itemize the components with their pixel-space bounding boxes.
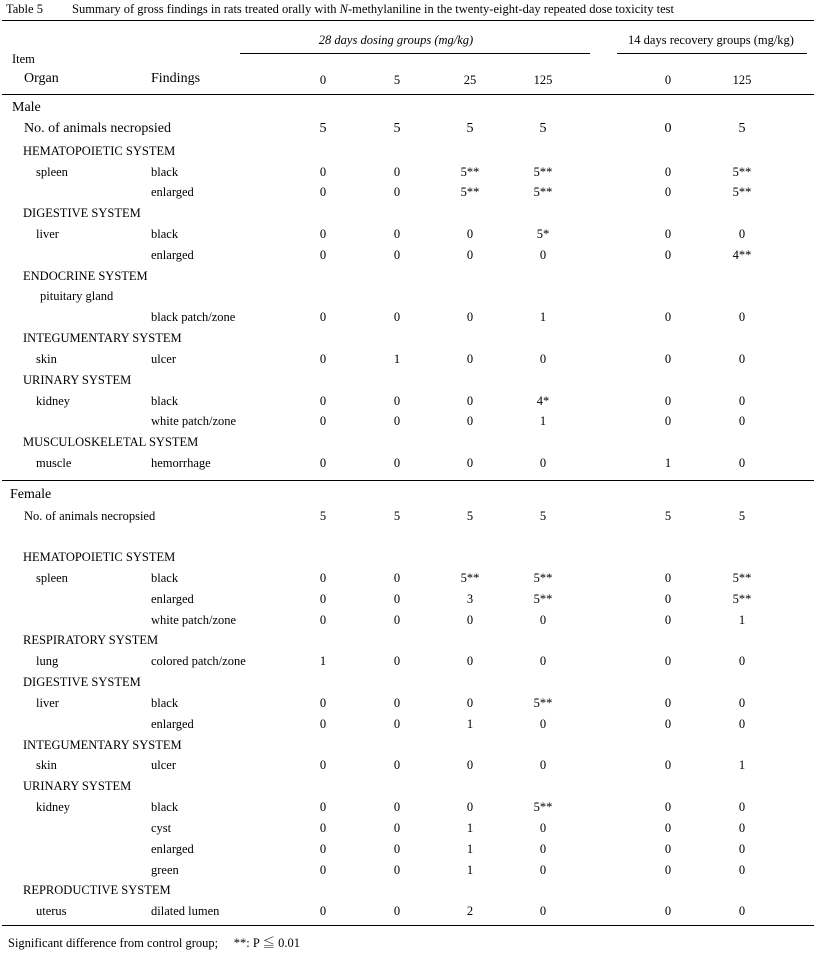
- male-cell: 0: [664, 414, 672, 428]
- caption-title-post: -methylaniline in the twenty-eight-day repeated dose toxicity test: [348, 2, 674, 16]
- male-finding-label: black: [151, 394, 179, 408]
- male-cell: 1: [539, 310, 547, 324]
- male-cell: 0: [393, 248, 401, 262]
- male-cell: 0: [466, 352, 474, 366]
- male-cell: 0: [393, 185, 401, 199]
- female-cell: 0: [393, 654, 401, 668]
- male-cell: 0: [664, 394, 672, 408]
- top-rule: [2, 20, 814, 21]
- male-finding-label: black: [151, 165, 179, 179]
- male-cell: 0: [466, 248, 474, 262]
- male-finding-label: ulcer: [151, 352, 176, 366]
- female-cell: 0: [664, 904, 672, 918]
- male-cell: 5**: [533, 165, 553, 179]
- female-cell: 0: [393, 800, 401, 814]
- female-system-heading: DIGESTIVE SYSTEM: [23, 675, 141, 689]
- findings-header: Findings: [151, 71, 201, 86]
- male-cell: 0: [664, 352, 672, 366]
- female-cell: 0: [664, 654, 672, 668]
- female-cell: 0: [319, 842, 327, 856]
- male-cell: 5**: [732, 185, 752, 199]
- male-cell: 4**: [732, 248, 752, 262]
- bottom-rule: [2, 925, 814, 926]
- male-cell: 0: [664, 227, 672, 241]
- male-cell: 0: [539, 456, 547, 470]
- female-cell: 0: [319, 863, 327, 877]
- female-cell: 0: [664, 758, 672, 772]
- female-cell: 0: [319, 696, 327, 710]
- male-cell: 0: [393, 456, 401, 470]
- male-cell: 5**: [460, 185, 480, 199]
- male-label: Male: [12, 100, 41, 115]
- female-cell: 0: [539, 904, 547, 918]
- female-cell: 0: [466, 800, 474, 814]
- male-necropsied-value: 5: [738, 121, 746, 136]
- female-cell: 0: [393, 758, 401, 772]
- male-system-heading: HEMATOPOIETIC SYSTEM: [23, 144, 176, 158]
- male-cell: 0: [664, 310, 672, 324]
- dose-header-5: 125: [732, 73, 752, 87]
- recovery-group-header: 14 days recovery groups (mg/kg): [628, 33, 794, 47]
- female-cell: 0: [738, 696, 746, 710]
- female-necropsied-value: 5: [738, 509, 746, 523]
- male-cell: 0: [466, 414, 474, 428]
- female-cell: 0: [664, 842, 672, 856]
- male-finding-label: white patch/zone: [151, 414, 237, 428]
- female-cell: 0: [393, 904, 401, 918]
- header-bottom-rule: [2, 94, 814, 95]
- item-header: Item: [12, 52, 35, 66]
- male-cell: 0: [539, 248, 547, 262]
- female-cell: 0: [319, 800, 327, 814]
- female-cell: 5**: [533, 696, 553, 710]
- dose-header-3: 125: [533, 73, 553, 87]
- male-cell: 0: [393, 394, 401, 408]
- dosing-group-header: 28 days dosing groups (mg/kg): [318, 33, 474, 47]
- male-cell: 0: [664, 185, 672, 199]
- female-cell: 0: [393, 717, 401, 731]
- male-organ-label: muscle: [36, 456, 72, 470]
- male-cell: 0: [319, 456, 327, 470]
- female-cell: 0: [738, 654, 746, 668]
- male-cell: 0: [738, 352, 746, 366]
- female-cell: 0: [393, 696, 401, 710]
- female-finding-label: black: [151, 571, 179, 585]
- male-cell: 0: [738, 456, 746, 470]
- table-number: Table 5: [6, 2, 43, 16]
- male-cell: 1: [664, 456, 672, 470]
- female-cell: 0: [664, 717, 672, 731]
- dose-header-1: 5: [393, 73, 401, 87]
- female-necropsied-value: 5: [664, 509, 672, 523]
- female-system-heading: RESPIRATORY SYSTEM: [23, 633, 159, 647]
- male-organ-label: pituitary gland: [40, 289, 114, 303]
- female-finding-label: colored patch/zone: [151, 654, 246, 668]
- female-label: Female: [10, 487, 52, 502]
- caption-title-pre: Summary of gross findings in rats treated orally with: [72, 2, 340, 16]
- female-cell: 0: [466, 758, 474, 772]
- female-cell: 0: [319, 717, 327, 731]
- female-cell: 0: [539, 758, 547, 772]
- female-cell: 0: [319, 821, 327, 835]
- female-cell: 5**: [732, 592, 752, 606]
- male-cell: 0: [393, 414, 401, 428]
- male-cell: 0: [319, 248, 327, 262]
- male-cell: 0: [393, 227, 401, 241]
- male-cell: 1: [539, 414, 547, 428]
- sex-divider-rule: [2, 480, 814, 481]
- male-necropsied-label: No. of animals necropsied: [24, 121, 171, 136]
- male-organ-label: skin: [36, 352, 57, 366]
- male-cell: 0: [319, 165, 327, 179]
- male-cell: 0: [319, 185, 327, 199]
- female-necropsied-value: 5: [466, 509, 474, 523]
- male-cell: 0: [738, 394, 746, 408]
- female-necropsied-label: No. of animals necropsied: [24, 509, 156, 523]
- female-cell: 0: [738, 863, 746, 877]
- female-cell: 2: [466, 904, 474, 918]
- female-cell: 0: [466, 613, 474, 627]
- female-cell: 0: [664, 821, 672, 835]
- male-finding-label: enlarged: [151, 248, 194, 262]
- female-system-heading: URINARY SYSTEM: [23, 779, 132, 793]
- male-system-heading: URINARY SYSTEM: [23, 373, 132, 387]
- female-cell: 0: [319, 592, 327, 606]
- male-cell: 0: [664, 248, 672, 262]
- female-finding-label: ulcer: [151, 758, 176, 772]
- male-finding-label: hemorrhage: [151, 456, 211, 470]
- male-cell: 0: [738, 414, 746, 428]
- male-cell: 0: [319, 310, 327, 324]
- male-finding-label: black patch/zone: [151, 310, 236, 324]
- male-necropsied-value: 5: [319, 121, 327, 136]
- female-cell: 0: [664, 571, 672, 585]
- female-organ-label: lung: [36, 654, 59, 668]
- female-finding-label: enlarged: [151, 592, 194, 606]
- female-cell: 5**: [533, 592, 553, 606]
- male-necropsied-value: 0: [664, 121, 672, 136]
- female-cell: 0: [393, 842, 401, 856]
- female-finding-label: dilated lumen: [151, 904, 220, 918]
- male-cell: 0: [393, 165, 401, 179]
- female-cell: 1: [738, 613, 746, 627]
- female-cell: 0: [466, 696, 474, 710]
- male-cell: 5**: [732, 165, 752, 179]
- female-cell: 0: [539, 654, 547, 668]
- male-organ-label: spleen: [36, 165, 68, 179]
- footnote: Significant difference from control group; **: P ≦ 0.01: [8, 936, 300, 950]
- female-cell: 5**: [460, 571, 480, 585]
- recovery-group-rule: [617, 53, 807, 54]
- female-finding-label: black: [151, 696, 179, 710]
- female-cell: 0: [738, 717, 746, 731]
- male-cell: 0: [393, 310, 401, 324]
- female-cell: 0: [664, 800, 672, 814]
- female-cell: 0: [738, 904, 746, 918]
- dosing-group-rule: [240, 53, 590, 54]
- male-necropsied-value: 5: [539, 121, 547, 136]
- female-cell: 3: [466, 592, 474, 606]
- caption-title-italic: N: [339, 2, 349, 16]
- female-cell: 1: [466, 821, 474, 835]
- female-cell: 0: [664, 696, 672, 710]
- female-cell: 5**: [533, 571, 553, 585]
- female-cell: 1: [466, 863, 474, 877]
- female-cell: 0: [664, 613, 672, 627]
- female-system-heading: HEMATOPOIETIC SYSTEM: [23, 550, 176, 564]
- female-system-heading: INTEGUMENTARY SYSTEM: [23, 738, 182, 752]
- female-cell: 1: [738, 758, 746, 772]
- female-cell: 1: [466, 717, 474, 731]
- male-cell: 5*: [536, 227, 550, 241]
- dose-header-4: 0: [664, 73, 672, 87]
- female-cell: 0: [738, 821, 746, 835]
- male-cell: 0: [466, 394, 474, 408]
- female-cell: 0: [393, 821, 401, 835]
- female-cell: 0: [664, 863, 672, 877]
- dose-header-0: 0: [319, 73, 327, 87]
- male-organ-label: kidney: [36, 394, 71, 408]
- female-cell: 0: [738, 800, 746, 814]
- female-cell: 1: [319, 654, 327, 668]
- female-necropsied-value: 5: [393, 509, 401, 523]
- male-cell: 0: [738, 227, 746, 241]
- female-organ-label: uterus: [36, 904, 67, 918]
- female-cell: 0: [319, 571, 327, 585]
- male-system-heading: INTEGUMENTARY SYSTEM: [23, 331, 182, 345]
- male-system-heading: ENDOCRINE SYSTEM: [23, 269, 148, 283]
- female-organ-label: kidney: [36, 800, 71, 814]
- male-cell: 0: [319, 414, 327, 428]
- female-cell: 0: [393, 571, 401, 585]
- female-organ-label: skin: [36, 758, 57, 772]
- male-finding-label: enlarged: [151, 185, 194, 199]
- male-cell: 0: [466, 310, 474, 324]
- male-cell: 1: [393, 352, 401, 366]
- female-organ-label: liver: [36, 696, 59, 710]
- male-cell: 0: [539, 352, 547, 366]
- female-necropsied-value: 5: [539, 509, 547, 523]
- female-cell: 5**: [533, 800, 553, 814]
- male-cell: 5**: [460, 165, 480, 179]
- female-cell: 5**: [732, 571, 752, 585]
- male-cell: 4*: [536, 394, 550, 408]
- male-organ-label: liver: [36, 227, 59, 241]
- female-finding-label: enlarged: [151, 717, 194, 731]
- female-cell: 0: [664, 592, 672, 606]
- female-cell: 0: [539, 821, 547, 835]
- female-finding-label: black: [151, 800, 179, 814]
- organ-header: Organ: [24, 71, 59, 86]
- female-cell: 0: [539, 717, 547, 731]
- male-necropsied-value: 5: [466, 121, 474, 136]
- female-cell: 0: [319, 613, 327, 627]
- male-cell: 5**: [533, 185, 553, 199]
- female-cell: 0: [393, 613, 401, 627]
- male-cell: 0: [466, 227, 474, 241]
- female-cell: 0: [539, 613, 547, 627]
- female-finding-label: white patch/zone: [151, 613, 237, 627]
- female-cell: 0: [319, 758, 327, 772]
- female-finding-label: enlarged: [151, 842, 194, 856]
- female-finding-label: cyst: [151, 821, 172, 835]
- female-cell: 0: [393, 863, 401, 877]
- male-finding-label: black: [151, 227, 179, 241]
- table-caption: [6, 2, 674, 17]
- female-organ-label: spleen: [36, 571, 68, 585]
- male-system-heading: DIGESTIVE SYSTEM: [23, 206, 141, 220]
- male-cell: 0: [319, 352, 327, 366]
- female-cell: 0: [393, 592, 401, 606]
- male-cell: 0: [664, 165, 672, 179]
- male-cell: 0: [319, 394, 327, 408]
- female-system-heading: REPRODUCTIVE SYSTEM: [23, 883, 171, 897]
- male-system-heading: MUSCULOSKELETAL SYSTEM: [23, 435, 199, 449]
- female-cell: 0: [319, 904, 327, 918]
- male-cell: 0: [738, 310, 746, 324]
- male-necropsied-value: 5: [393, 121, 401, 136]
- male-cell: 0: [466, 456, 474, 470]
- dose-header-2: 25: [463, 73, 477, 87]
- female-cell: 0: [466, 654, 474, 668]
- female-cell: 1: [466, 842, 474, 856]
- female-cell: 0: [738, 842, 746, 856]
- female-cell: 0: [539, 863, 547, 877]
- female-cell: 0: [539, 842, 547, 856]
- female-necropsied-value: 5: [319, 509, 327, 523]
- male-cell: 0: [319, 227, 327, 241]
- female-finding-label: green: [151, 863, 179, 877]
